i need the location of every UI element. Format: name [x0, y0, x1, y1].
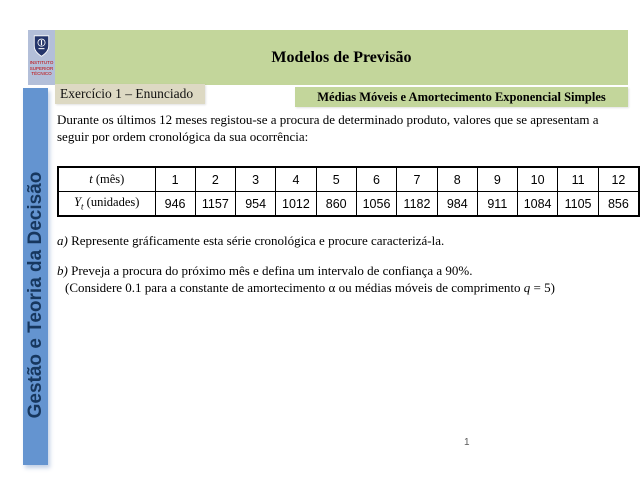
table-cell: 4	[276, 167, 317, 192]
question-a-text: Represente gráficamente esta série cronológica e procure caracterizá-la.	[67, 233, 445, 248]
exercise-label: Exercício 1 – Enunciado	[55, 84, 205, 104]
table-cell: 9	[477, 167, 517, 192]
row-header-units-rest: (unidades)	[83, 195, 140, 210]
var-y: Y	[74, 195, 82, 210]
alpha-symbol: α	[328, 280, 336, 295]
table-cell: 2	[195, 167, 235, 192]
table-cell: 1084	[517, 192, 558, 217]
course-sidebar	[23, 88, 48, 465]
table-cell: 860	[316, 192, 356, 217]
row-header-units	[58, 192, 155, 217]
ist-logo	[28, 30, 55, 85]
note-post: = 5)	[530, 280, 555, 295]
var-q: q	[523, 280, 531, 295]
question-a-marker: a)	[57, 233, 68, 248]
question-b-text: Preveja a procura do próximo mês e defina um intervalo de confiança a 90%.	[67, 263, 473, 278]
institution-name	[30, 60, 54, 77]
title-banner	[55, 30, 628, 85]
table-row-months	[58, 167, 639, 192]
table-cell: 911	[477, 192, 517, 217]
table-cell: 1157	[195, 192, 235, 217]
ist-shield-icon	[33, 34, 50, 58]
institution-line: INSTITUTO	[29, 60, 54, 65]
table-cell: 984	[437, 192, 477, 217]
topic-label: Médias Móveis e Amortecimento Exponencial Simples	[295, 87, 628, 107]
table-cell: 7	[397, 167, 437, 192]
intro-paragraph: Durante os últimos 12 meses registou-se a procura de determinado produto, valores que se apresentam a seguir por ordem cronológica da sua ocorrência:	[57, 112, 599, 144]
page-number: 1	[464, 437, 470, 448]
row-header-month-rest: (mês)	[92, 172, 125, 186]
table-cell: 946	[155, 192, 195, 217]
var-y-sub: t	[81, 201, 84, 212]
institution-line: TÉCNICO	[31, 71, 52, 77]
table-cell: 8	[437, 167, 477, 192]
var-t: t	[89, 172, 93, 186]
course-title: Gestão e Teoria da Decisão	[24, 171, 46, 418]
table-row-demand	[58, 192, 639, 217]
table-cell: 954	[236, 192, 276, 217]
note-pre: (Considere 0.1 para a constante de amortecimento	[65, 280, 329, 295]
question-a	[57, 233, 631, 249]
institution-line: SUPERIOR	[29, 65, 54, 71]
table-cell: 1105	[558, 192, 598, 217]
table-cell: 1	[155, 167, 195, 192]
question-b-note	[65, 280, 639, 296]
table-cell: 1056	[356, 192, 397, 217]
question-b-marker: b)	[57, 263, 68, 278]
table-cell: 11	[558, 167, 598, 192]
table-cell: 856	[598, 192, 639, 217]
slide-title: Modelos de Previsão	[271, 48, 412, 66]
table-cell: 12	[598, 167, 639, 192]
demand-table	[57, 166, 640, 217]
table-cell: 1182	[397, 192, 437, 217]
question-b	[57, 263, 631, 279]
note-mid: ou médias móveis de comprimento	[335, 280, 524, 295]
table-cell: 10	[517, 167, 558, 192]
table-cell: 1012	[276, 192, 317, 217]
table-cell: 6	[356, 167, 397, 192]
table-cell: 5	[316, 167, 356, 192]
table-cell: 3	[236, 167, 276, 192]
row-header-month	[58, 167, 155, 192]
